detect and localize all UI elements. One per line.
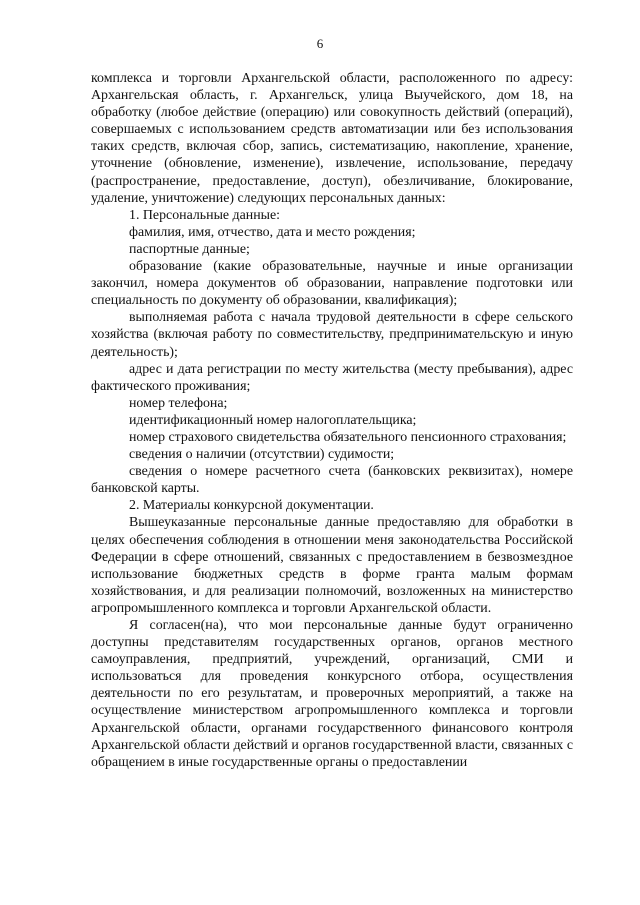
paragraph-consent-intro: комплекса и торговли Архангельской области, расположенного по адресу: Архангельская область, г. Архангельск, улица Выучейского, дом 18, на обработку (любое действие (операцию) или совокупность действий (операций), совершаемых с использованием средств автоматизации или без использования таких средств, включая сбор, запись, систематизацию, накопление, хранение, уточнение (обновление, изменение), извлечение, использование, передачу (распространение, предоставление, доступ), обезличивание, блокирование, удаление, уничтожение) следующих персональных данных: — [91, 71, 573, 206]
paragraph-personal-data-heading: 1. Персональные данные: — [129, 207, 280, 223]
list-item-criminal-record: сведения о наличии (отсутствии) судимости; — [129, 447, 395, 463]
document-body — [91, 70, 573, 771]
paragraph-contest-materials: 2. Материалы конкурсной документации. — [129, 498, 374, 514]
list-item-work-history: выполняемая работа с начала трудовой деятельности в сфере сельского хозяйства (включая работу по совместительству, предпринимательскую и иную деятельность); — [91, 310, 573, 360]
list-item-snils: номер страхового свидетельства обязательного пенсионного страхования; — [129, 429, 567, 445]
paragraph-agreement: Я согласен(на), что мои персональные данные будут ограниченно доступны представителям государственных органов, органов местного самоуправления, предприятий, учреждений, организаций, СМИ и использоваться для проведения конкурсного отбора, осуществления деятельности по его результатам, и проверочных мероприятий, а также на осуществление министерством агропромышленного комплекса и торговли Архангельской области, органами государственного финансового контроля Архангельской области действий и органов государственной власти, связанных с обращением в иные государственные органы о предоставлении — [91, 618, 573, 770]
list-item-passport: паспортные данные; — [129, 241, 250, 257]
list-item-phone: номер телефона; — [129, 395, 228, 411]
page-number: 6 — [316, 36, 324, 51]
paragraph-purpose: Вышеуказанные персональные данные предоставляю для обработки в целях обеспечения соблюдения в отношении меня законодательства Российской Федерации в сфере отношений, связанных с предоставлением в безвозмездное использование бюджетных средств в форме гранта малым формам хозяйствования, и для реализации полномочий, возложенных на министерство агропромышленного комплекса и торговли Архангельской области. — [91, 515, 573, 616]
list-item-inn: идентификационный номер налогоплательщика; — [129, 412, 417, 428]
list-item-education: образование (какие образовательные, научные и иные организации закончил, номера документов об образовании, направление подготовки или специальность по документу об образовании, квалификация); — [91, 259, 573, 309]
list-item-bank-details: сведения о номере расчетного счета (банковских реквизитах), номере банковской карты. — [91, 464, 573, 497]
list-item-full-name: фамилия, имя, отчество, дата и место рождения; — [129, 224, 416, 240]
list-item-address: адрес и дата регистрации по месту жительства (месту пребывания), адрес фактического проживания; — [91, 361, 573, 394]
